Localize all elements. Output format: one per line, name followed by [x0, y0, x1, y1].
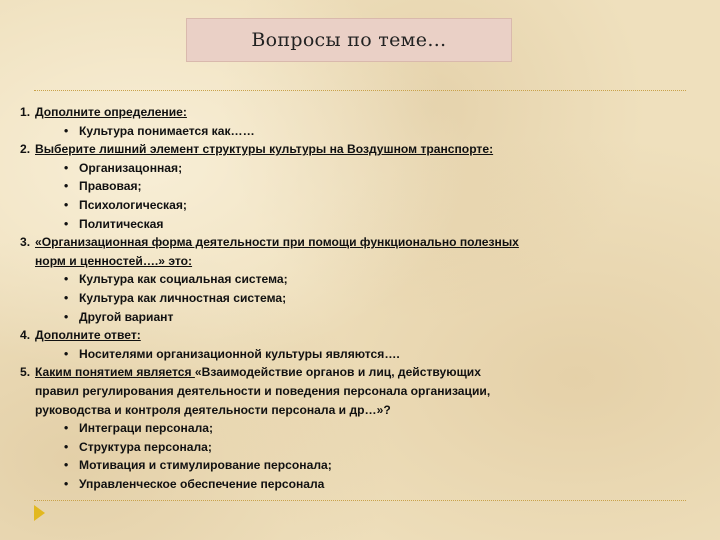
question-2-option-2	[20, 177, 700, 196]
bullet-icon: •	[64, 476, 69, 491]
bullet-icon: •	[64, 346, 69, 361]
question-3-option-3	[20, 308, 700, 327]
question-5-option-1	[20, 419, 700, 438]
option-text: Другой вариант	[79, 309, 174, 324]
option-text: Организацонная;	[79, 160, 183, 175]
question-5-text-line-3: руководства и контроля деятельности персонала и др…»?	[35, 402, 391, 417]
option-text: Культура как личностная система;	[79, 290, 287, 305]
bullet-icon: •	[64, 123, 69, 138]
question-1	[20, 103, 700, 122]
bullet-icon: •	[64, 421, 69, 436]
question-2-option-1	[20, 159, 700, 178]
option-text: Интеграци персонала;	[79, 421, 214, 436]
question-2-number: 2.	[20, 142, 31, 157]
bullet-icon: •	[64, 160, 69, 175]
questions-list	[20, 103, 700, 493]
question-3	[20, 233, 700, 252]
question-4-option-1	[20, 345, 700, 364]
question-5-continuation-2	[20, 401, 700, 420]
question-4-text: Дополните ответ:	[35, 328, 141, 343]
option-text: Мотивация и стимулирование персонала;	[79, 458, 332, 473]
question-5-continuation-1	[20, 382, 700, 401]
option-text: Правовая;	[79, 179, 142, 194]
option-text: Культура как социальная система;	[79, 272, 288, 287]
option-text: Политическая	[79, 216, 164, 231]
question-4	[20, 326, 700, 345]
question-5-option-2	[20, 438, 700, 457]
bullet-icon: •	[64, 197, 69, 212]
option-text: Психологическая;	[79, 197, 187, 212]
question-3-continuation	[20, 252, 700, 271]
question-5	[20, 363, 700, 382]
question-1-option-1	[20, 122, 700, 141]
top-divider	[34, 90, 686, 91]
question-2-text: Выберите лишний элемент структуры культуры на Воздушном транспорте:	[35, 142, 494, 157]
option-text: Структура персонала;	[79, 439, 212, 454]
question-2	[20, 140, 700, 159]
question-3-text-line-1: «Организационная форма деятельности при помощи функционально полезных	[35, 235, 519, 250]
option-text: Управленческое обеспечение персонала	[79, 476, 325, 491]
question-5-underlined-text: Каким понятием является	[35, 365, 195, 380]
bullet-icon: •	[64, 179, 69, 194]
question-5-option-3	[20, 456, 700, 475]
question-1-text: Дополните определение:	[35, 105, 187, 119]
question-2-option-4	[20, 215, 700, 234]
question-3-text-line-2: норм и ценностей….» это:	[35, 253, 193, 268]
question-2-option-3	[20, 196, 700, 215]
bullet-icon: •	[64, 309, 69, 324]
bullet-icon: •	[64, 272, 69, 287]
question-5-text-line-2: правил регулирования деятельности и поведения персонала организации,	[35, 383, 491, 398]
question-4-number: 4.	[20, 328, 31, 343]
question-5-text-line-1	[35, 363, 481, 382]
question-1-number: 1.	[20, 105, 31, 119]
question-5-number: 5.	[20, 365, 31, 380]
bullet-icon: •	[64, 216, 69, 231]
question-3-option-1	[20, 270, 700, 289]
option-text: Носителями организационной культуры являются….	[79, 346, 400, 361]
bottom-divider	[34, 500, 686, 501]
slide-title: Вопросы по теме…	[251, 29, 447, 51]
question-3-number: 3.	[20, 235, 31, 250]
next-slide-arrow-icon[interactable]	[34, 505, 45, 521]
bullet-icon: •	[64, 290, 69, 305]
slide-title-box	[186, 18, 512, 62]
question-3-option-2	[20, 289, 700, 308]
option-text: Культура понимается как……	[79, 123, 255, 138]
bullet-icon: •	[64, 439, 69, 454]
bullet-icon: •	[64, 458, 69, 473]
question-5-option-4	[20, 475, 700, 494]
question-5-text-line-1-rest: «Взаимодействие органов и лиц, действующих	[194, 365, 481, 380]
